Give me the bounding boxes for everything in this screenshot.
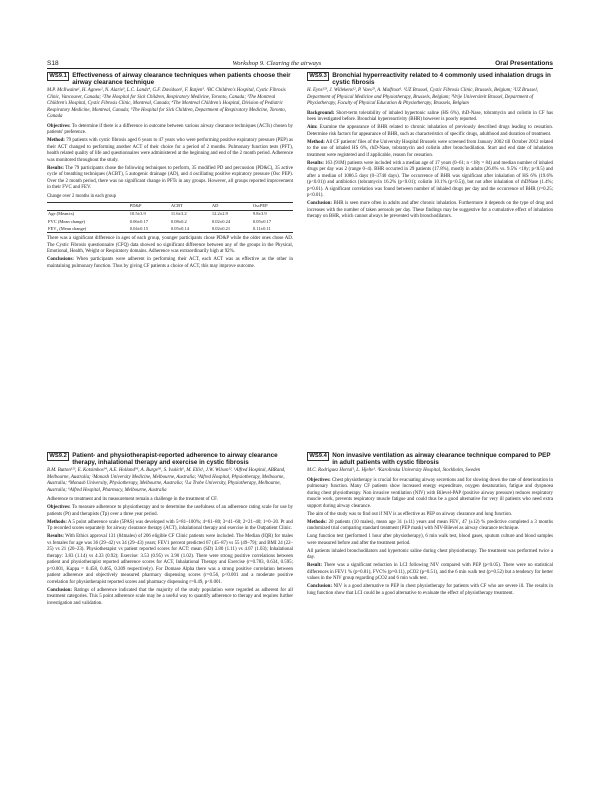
table-cell: FVC (Mean change)	[48, 218, 85, 224]
table-caption: Change over 2 months in each group	[47, 193, 116, 199]
abstract-paragraph	[307, 563, 553, 582]
section-text: A 5 point adherence scale (5PAS) was developed with 5=81–100%; 4=61–80; 3=41–60; 2=21–40; 1=0–20. Pt and Tp recorded scores separately for airway clearance therapy (ACT), inhalational therapy and exercise in the Outpatient Clinic.	[47, 519, 294, 532]
section-text: The 79 participants chose the following techniques to perform, 35 modified PD and percussion (PD&C), 35 active cycle of breathing techniques (ACBT), 5 autogenic drainage (AD), and 4 oscillating positive expiratory pressure (Osc PEP). Over the 2 month period, there was no significant change in PFTs in any groups. However, all groups reported improvement in their FVC and FEV.	[47, 165, 293, 191]
table-header-cell: ACBT	[170, 202, 211, 210]
abstract-authors: M.P. McIlwaine¹, H. Agnew², N. Alarie³, L.C. Lands⁴, G.F. Davidson¹, F. Ratjen⁵. ¹BC Children's Hospital, Cystic Fibrosis Clinic, Vancouver, Canada; ²The Hospital for Sick Children, Respiratory Medicine, Toronto, Canada; ³The Montreal Children's Hospital, Cystic Fibrosis Clinic, Montreal, Canada; ⁴The Montreal Children's Hospital, Division of Pediatric Respiratory Medicine, Montreal, Canada; ⁵The Hospital for Sick Children, Department of Respiratory Medicine, Toronto, Canada	[47, 88, 286, 120]
table-cell: 0.11±0.11	[252, 225, 293, 233]
abstract-title: Non invasive ventilation as airway clearance technique compared to PEP in adult patients with cystic fibrosis	[332, 452, 551, 467]
table-header-row	[47, 202, 293, 210]
section-title: Workshop 9. Clearing the airways	[232, 59, 322, 67]
section-label: Conclusion:	[47, 587, 73, 593]
abstract-code: WS9.4	[307, 452, 329, 461]
abstract-paragraph	[47, 505, 293, 518]
abstract-ws9-4	[307, 452, 553, 599]
section-text: 163 (91M) patients were included with a median age of 17 years (0–61; n <18y = 84) and median number of inhaled drugs per day was 2 (range 0–4). BHR occurred in 29 patients (17.8%), mostly in adults (26.6% vs. 9.5% <18y; p<0.5) and after a median of 1086.5 days (0–3740 days). The occurrence of BHR was significant after inhalation of HS 6% (19.6% (p<0.01)) and antibiotics (tobramycin 16.2% (p<0.01); colistin 10.1% (p<0.5)), but not after inhalation of rhDNase (1.4%; p=0.61). A significant correlation was found between number of inhaled drugs per day and the occurrence of BHR (r=0.25; p<0.01).	[307, 160, 553, 199]
abstract-paragraph	[307, 534, 553, 547]
section-text: To measure adherence to physiotherapy and to determine the usefulness of an adherence rating scale for use by patients (Pt) and therapists (Tp) over a three year period.	[47, 505, 293, 517]
table-cell: 0.05±0.14	[170, 225, 211, 233]
table-cell: Age (Mean±s)	[48, 211, 75, 217]
abstract-paragraph	[47, 497, 293, 503]
page-number: S18	[47, 59, 59, 67]
section-text: 79 patients with cystic fibrosis aged 6 years to 47 years who were performing positive expiratory pressure (PEP) as their ACT changed to performing another ACT of their choice for a period of 2 months. Pulmonary function tests (PFT), health related quality of life and questionnaires were administered at the beginning and end of the 2 month period. Adherence was monitored throughout the study.	[47, 138, 293, 163]
table-cell: 0.02±0.24	[211, 218, 231, 224]
abstract-paragraph	[47, 138, 293, 164]
table-cell: 12.2±2.9	[211, 211, 228, 217]
abstract-ws9-2	[47, 452, 293, 609]
abstract-paragraph	[47, 236, 293, 255]
abstract-paragraph	[47, 534, 293, 586]
section-text: BHR is seen more often in adults and after chronic inhalation. Furthermore it depends on the type of drug and increases with the number of taken aerosols per day. These findings may be suggestive for a cumulative effect of inhalation therapy on BHR, which cannot always be prevented with bronchodilators.	[307, 201, 553, 220]
section-text: Chest physiotherapy is crucial for evacuating airway secretions and for slowing down the rate of deterioration in pulmonary function. Many CF patients show increased energy expenditure, oxygen desaturation, fatigue and dyspnoea during chest physiotherapy. Non invasive ventilation (NIV) with Bilevel-PAP (positive airway pressure) reduces respiratory muscle work, prevents respiratory muscle fatigue and could thus be a good alternative for very ill patients who need extra support during airway clearance.	[307, 477, 553, 509]
abstract-paragraph	[307, 520, 553, 533]
section-label: Objectives:	[47, 123, 71, 129]
abstract-paragraph	[307, 125, 553, 138]
abstract-code: WS9.1	[47, 72, 69, 81]
abstract-paragraph	[307, 111, 553, 124]
table-row	[47, 225, 293, 233]
table-cell: 9.8±3.9	[252, 211, 267, 217]
section-text: Lung function test (performed 1 hour after physiotherapy), 6 min walk test, blood gases, sputum culture and blood samples were measured before and after the treatment period.	[307, 534, 553, 546]
section-text: Examine the appearance of BHR related to chronic inhalation of previously described drugs leading to cessation. Determine risk factors for appearance of BHR, such as characteristics of specific drugs, adulthood and duration of treatment.	[307, 125, 553, 137]
abstract-paragraph	[307, 478, 553, 510]
section-label: Result:	[307, 563, 322, 569]
section-text: Ratings of adherence indicated that the majority of the study population were regarded as adherent for all treatment categories. This 5 point adherence scale may be a useful way to quantify adherence to therapy and requires further investigation and validation.	[47, 587, 293, 606]
section-label: Methods:	[307, 519, 327, 525]
section-label: Conclusion:	[307, 584, 333, 590]
section-text: All CF patients' files of the University Hospital Brussels were screened from January 2002 till October 2012 related to the use of inhaled HS 6%, rhD-Nase, tobramycin and colistin after bronchodilation. Start and end date of inhalation treatment were registered and if applicable, reason for cessation.	[307, 139, 554, 158]
section-label: Results:	[307, 160, 324, 166]
section-label: Results:	[47, 534, 64, 540]
abstract-paragraph	[307, 549, 553, 562]
abstract-paragraph	[307, 584, 553, 597]
abstract-paragraph	[307, 140, 553, 159]
abstract-title: Patient- and physiotherapist-reported adherence to airway clearance therapy, inhalational therapy and exercise in cystic fibrosis	[72, 452, 278, 467]
abstract-paragraph	[307, 161, 553, 200]
table-cell: 0.08±0.2	[170, 218, 187, 224]
abstract-ws9-1	[47, 72, 293, 272]
abstract-code: WS9.2	[47, 452, 69, 461]
abstract-authors: B.M. Button¹²³, E. Kotsimbos³⁴, A.E. Holland⁵⁶, A. Burge⁵⁶, S. Ivulich⁶, M. Ellis¹, J.W. Wilson¹². ¹Alfred Hospital, ABRand, Melbourne, Australia; ²Monash University Medicine, Melbourne, Australia; ³Alfred Hospital, Physiotherapy, Melbourne, Australia; ⁴Monash University, Physiotherapy, Melbourne, Australia; ⁵La Trobe University, Physiotherapy, Melbourne, Australia; ⁶Alfred Hospital, Pharmacy, Melbourne, Australia	[47, 468, 286, 493]
abstract-title: Effectiveness of airway clearance techniques when patients choose their airway clearance technique	[72, 72, 291, 87]
table-header-cell	[47, 202, 129, 210]
table-row	[47, 218, 293, 225]
abstract-code: WS9.3	[307, 72, 329, 81]
section-text: There was a significant reduction in LCI following NIV compared with PEP (p<0.05). There were no statistical differences in FEV1 % (p=0.81), FVC% (p=0.11), pCO2 (p=0.51), and the 6 min walk test (p=0.52) but a tendency for better values in the NIV group regarding pCO2 and 6 min walk test.	[307, 563, 553, 582]
section-text: The aim of the study was to find out if NIV is as effective as PEP on airway clearance and lung function.	[307, 511, 512, 517]
abstract-paragraph	[307, 512, 553, 518]
abstract-paragraph	[47, 166, 293, 192]
abstract-title-block	[47, 72, 293, 87]
table-cell: 11.6±3.2	[170, 211, 187, 217]
table-cell: 0.02±0.21	[211, 225, 252, 233]
section-text: There was a significant difference in ages of each group, younger participants chose PD&P while the older ones chose AD. The Cystic Fibrosis questionnaire (CFQ) data showed no significant difference between any of the groups in the Physical, Emotional, Health, Weight or Respiratory domains. Adherence was extraordinarily high at 92%.	[47, 236, 293, 255]
section-label: Methods:	[47, 519, 67, 525]
abstract-paragraph	[47, 257, 293, 270]
running-header	[47, 58, 553, 68]
section-text: Adherence to treatment and its measurement remain a challenge in the treatment of CF.	[47, 497, 218, 503]
header-rule	[47, 68, 553, 69]
results-table	[47, 202, 293, 234]
section-text: With Ethics approval 131 (84males) of 206 eligible CF Clinic patients were included. The Median (IQR) for males vs females for age was 36 (29–42) vs 34 (29–43) years; FEV1 percent predicted 67 (45–87) vs 55 (49–79); and BMI 24 (22–25) vs 21 (20–23). Physiotherapist vs patient reported scores for ACT: mean (SD) 3.80 (1.11) vs 4.07 (1.03); Inhalational therapy: 3.83 (1.14) vs 4.33 (0.92); Exercise: 3.53 (0.95) vs 3.90 (1.02). There were strong positive correlations between patient and physiotherapist reported adherence scores for ACT, Inhalational Therapy and Exercise (r=0.783, 0.634, 0.595; p<0.001, Kappa = 0.458, 0.465, 0.309 respectively). For Domase Alpha there was a strong positive correlation between patient adherence and objectively measured pharmacy dispensing scores (r=0.56, p<0.001 and a moderate positive correlation for physiotherapist reported scores and pharmacy dispensing r=0.49, p<0.001.	[47, 534, 293, 585]
journal-section: Oral Presentations	[495, 59, 553, 67]
abstract-paragraph	[47, 124, 293, 137]
section-label: Aim:	[307, 125, 318, 131]
abstract-paragraph	[307, 201, 553, 220]
table-cell: 0.05±0.17	[252, 218, 272, 224]
section-label: Method:	[307, 139, 325, 145]
table-header-cell: PD&P	[129, 202, 170, 210]
abstract-title-block	[307, 452, 553, 467]
section-text: Short-term tolerability of inhaled hypertonic saline (HS 6%), rhD-Nase, tobramycin and colistin in CF has been investigated before. Bronchial hyperreactivity (BHR) however is poorly reported.	[307, 110, 553, 123]
section-text: When participants were adherent in performing their ACT, each ACT was as effective as the other in maintaining pulmonary function. Thus by giving CF patients a choice of ACT, this may improve outcome.	[47, 257, 293, 269]
section-label: Conclusion:	[307, 201, 333, 207]
table-row	[47, 210, 293, 218]
section-text: 20 patients (10 males), mean age 31 (±11) years and mean FEV₁ 47 (±12) % predictive completed a 3 months randomized trial comparing standard treatment (PEP mask) with NIV-Bilevel as airway clearance technique.	[307, 519, 553, 532]
table-cell: 0.04±0.15	[129, 225, 170, 233]
section-label: Objectives:	[307, 477, 331, 483]
section-label: Conclusions:	[47, 257, 74, 263]
abstract-ws9-3	[307, 72, 553, 222]
abstract-title: Bronchial hyperreactivity related to 4 commonly used inhalation drugs in cystic fibrosis	[332, 72, 551, 87]
section-label: Background:	[307, 110, 335, 116]
table-header-cell: AD	[211, 202, 252, 210]
table-cell: 0.06±0.17	[129, 218, 149, 224]
table-cell: FEV₁ (Mean change)	[47, 225, 129, 233]
section-label: Method:	[47, 138, 65, 144]
section-text: To determine if there is a difference in outcome between various airway clearance techniques (ACTs) chosen by patients' preference.	[47, 123, 294, 136]
abstract-title-block	[47, 452, 293, 467]
abstract-paragraph	[47, 588, 293, 607]
section-text: All patients inhaled bronchodilators and hypertonic saline during chest physiotherapy. The treatment was performed twice a day.	[307, 548, 553, 561]
abstract-authors: H. Eyns¹²³, J. Willekens¹², P. Vaes²³, A. Malfroot¹. ¹UZ Brussel, Cystic Fibrosis Clinic, Brussels, Belgium; ²UZ Brussel, Department of Physical Medicine and Physiotherapy, Brussels, Belgium; ³Vrije Universiteit Brussel, Department of Physiotherapy, Faculty of Physical Education & Physiotherapy, Brussels, Belgium	[307, 88, 538, 107]
section-label: Results:	[47, 165, 64, 171]
abstract-title-block	[307, 72, 553, 87]
table-header-cell: OscPEP	[252, 202, 293, 210]
abstract-authors: M.C. Rodriguez Hortal¹, L. Hjelte¹. ¹Karolinska University Hospital, Stockholm, Sweden	[307, 468, 481, 474]
section-label: Objectives:	[47, 505, 71, 511]
section-text: NIV is a good alternative to PEP in chest physiotherapy for patients with CF who are severe ill. The results in lung function show that LCI could be a good alternative to evaluate the effect of physiotherapy treatment.	[307, 584, 553, 596]
table-cell: 10.5±3.9	[129, 211, 146, 217]
abstract-paragraph	[47, 520, 293, 533]
